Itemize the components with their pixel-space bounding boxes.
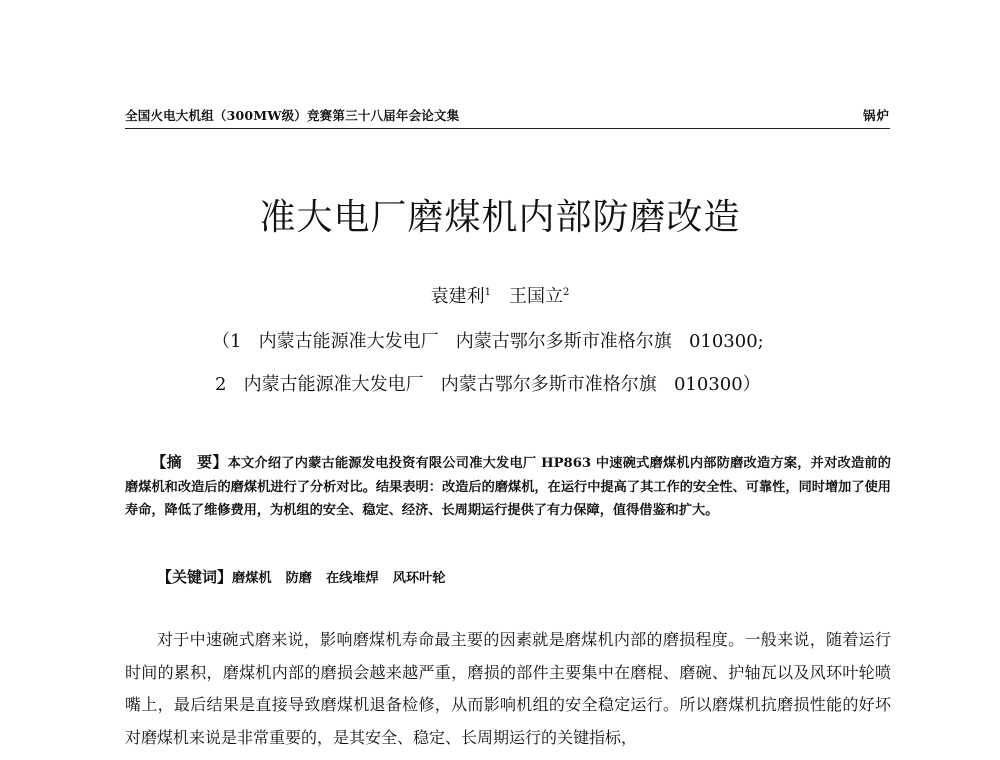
keywords-label: 【关键词】 xyxy=(157,568,233,586)
author-mark: 1 xyxy=(484,287,491,298)
keyword: 风环叶轮 xyxy=(392,571,446,586)
author-name: 袁建利 xyxy=(430,286,485,307)
body-paragraph: 对于中速碗式磨来说，影响磨煤机寿命最主要的因素就是磨煤机内部的磨损程度。一般来说，随着运行时间的累积，磨煤机内部的磨损会越来越严重，磨损的部件主要集中在磨棍、磨碗、护轴瓦以及风环叶轮喷嘴上，最后结果是直接导致磨煤机退备检修，从而影响机组的安全稳定运行。所以磨煤机抗磨损性能的好坏对磨煤机来说是非常重要的，是其安全、稳定、长周期运行的关键指标， xyxy=(125,630,891,747)
keywords xyxy=(157,566,459,587)
author-list xyxy=(0,282,1000,308)
running-header xyxy=(125,106,890,129)
affiliation-line: 2 内蒙古能源准大发电厂 内蒙古鄂尔多斯市准格尔旗 010300） xyxy=(215,374,761,395)
section-name: 锅炉 xyxy=(862,108,890,123)
abstract-text: 本文介绍了内蒙古能源发电投资有限公司准大发电厂 HP863 中速碗式磨煤机内部防磨改造方案，并对改造前的磨煤机和改造后的磨煤机进行了分析对比。结果表明：改造后的磨煤机，在运行中提高了其工作的安全性、可靠性，同时增加了使用寿命，降低了维修费用，为机组的安全、稳定、经济、长周期运行提供了有力保障，值得借鉴和扩大。 xyxy=(125,456,891,518)
keyword: 磨煤机 xyxy=(232,571,272,586)
author-mark: 2 xyxy=(563,287,570,298)
keyword: 防磨 xyxy=(285,571,312,586)
journal-title: 全国火电大机组（300MW级）竞赛第三十八届年会论文集 xyxy=(125,108,460,123)
author-name: 王国立 xyxy=(509,286,563,307)
abstract xyxy=(125,451,891,523)
paper-title: 准大电厂磨煤机内部防磨改造 xyxy=(259,197,741,238)
keyword: 在线堆焊 xyxy=(325,571,379,586)
abstract-label: 【摘 要】 xyxy=(151,453,228,471)
affiliation-line: （1 内蒙古能源准大发电厂 内蒙古鄂尔多斯市准格尔旗 010300; xyxy=(212,331,764,352)
